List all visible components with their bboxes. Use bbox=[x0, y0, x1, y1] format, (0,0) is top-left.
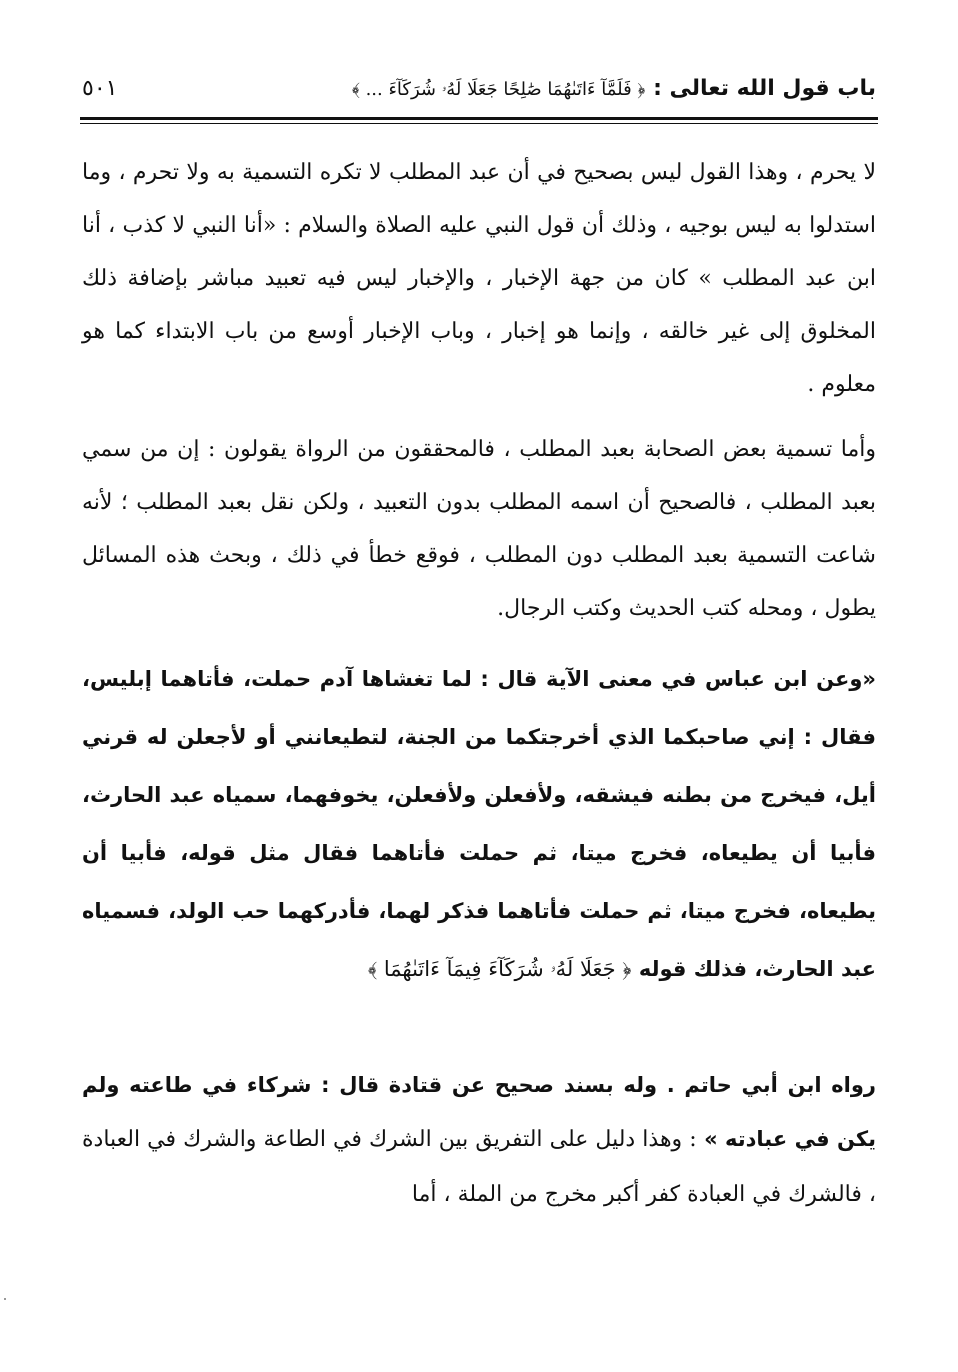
final-paragraph bbox=[82, 1058, 876, 1222]
hadith-quote-block bbox=[82, 650, 876, 998]
running-header bbox=[82, 62, 876, 114]
header-rule bbox=[80, 117, 878, 124]
paragraph-1: لا يحرم ، وهذا القول ليس بصحيح في أن عبد المطلب لا تكره التسمية به ولا تحرم ، وما استدلوا به ليس بوجيه ، وذلك أن قول النبي عليه الصلاة والسلام : «أنا النبي لا كذب ، أنا ابن عبد المطلب » كان من جهة الإخبار ، والإخبار ليس فيه تعبيد مباشر بإضافة ذلك المخلوق إلى غير خالقه ، وإنما هو إخبار ، وباب الإخبار أوسع من باب الابتداء كما هو معلوم . bbox=[82, 160, 876, 397]
chapter-title-verse: ﴿ فَلَمَّآ ءَاتَىٰهُمَا صَٰلِحًا جَعَلَا لَهُۥ شُرَكَآءَ ... ﴾ bbox=[351, 78, 646, 100]
hadith-quote-verse: ﴿ جَعَلَا لَهُۥ شُرَكَآءَ فِيمَآ ءَاتَىٰهُمَا ﴾ bbox=[367, 957, 632, 981]
paragraph-1-block bbox=[82, 146, 876, 411]
chapter-title bbox=[352, 76, 876, 101]
final-paragraph-plain: : وهذا دليل على التفريق بين الشرك في الطاعة والشرك في العبادة ، فالشرك في العبادة كفر أكبر مخرج من الملة ، أما bbox=[82, 1127, 876, 1207]
hadith-quote-text: «وعن ابن عباس في معنى الآية قال : لما تغشاها آدم حملت، فأتاهما إبليس، فقال : إني صاحبكما الذي أخرجتكما من الجنة، لتطيعانني أو لأجعلن له قرني أيل، فيخرج من بطنه فيشقه، ولأفعلن ولأفعلن، يخوفهما، سمياه عبد الحارث، فأبيا أن يطيعاه، فخرج ميتا، ثم حملت فأتاهما فقال مثل قوله، فأبيا أن يطيعاه، فخرج ميتا، ثم حملت فأتاهما فذكر لهما، فأدركهما حب الولد، فسمياه عبد الحارث، فذلك قوله bbox=[82, 667, 876, 981]
scan-speck bbox=[4, 1298, 6, 1300]
page-number: ٥٠١ bbox=[82, 75, 118, 101]
final-paragraph-bold: رواه ابن أبي حاتم . وله بسند صحيح عن قتادة قال : شركاء في طاعته ولم يكن في عبادته » bbox=[82, 1073, 876, 1151]
final-paragraph-block bbox=[82, 1058, 876, 1222]
paragraph-2: وأما تسمية بعض الصحابة بعبد المطلب ، فالمحققون من الرواة يقولون : إن من سمي بعبد المطلب ، فالصحيح أن اسمه المطلب بدون التعبيد ، ولكن نقل بعبد المطلب ؛ لأنه شاعت التسمية بعبد المطلب دون المطلب ، فوقع خطأ في ذلك ، وبحث هذه المسائل يطول ، ومحله كتب الحديث وكتب الرجال. bbox=[82, 437, 876, 621]
chapter-title-text: باب قول الله تعالى : bbox=[653, 75, 876, 101]
hadith-quote bbox=[82, 650, 876, 998]
paragraph-2-block bbox=[82, 423, 876, 635]
